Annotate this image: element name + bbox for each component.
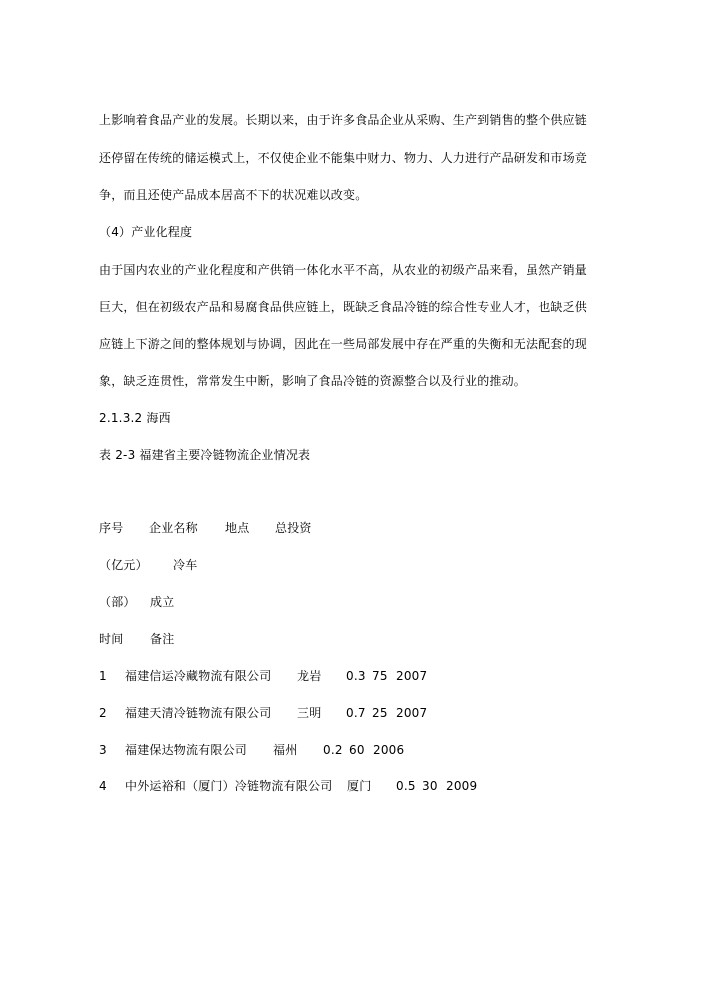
row-trucks: 30 — [422, 779, 438, 793]
table-header-line-2 — [99, 556, 197, 573]
section-4-heading: （4）产业化程度 — [99, 225, 193, 239]
header-trucks: 冷车 — [173, 558, 198, 572]
row-no: 3 — [99, 743, 107, 757]
header-established: 成立 — [150, 595, 175, 609]
row-company: 中外运裕和（厦门）冷链物流有限公司 — [125, 779, 333, 793]
row-investment: 0.3 — [346, 669, 366, 683]
row-trucks: 60 — [349, 743, 365, 757]
row-year: 2006 — [373, 743, 405, 757]
header-company: 企业名称 — [149, 521, 198, 535]
row-no: 4 — [99, 779, 107, 793]
table-row — [99, 777, 477, 794]
row-investment: 0.7 — [346, 706, 366, 720]
table-header-line-3 — [99, 593, 174, 610]
row-company: 福建保达物流有限公司 — [125, 743, 248, 757]
table-header-line-4 — [99, 630, 174, 647]
paragraph-2-line-3: 应链上下游之间的整体规划与协调，因此在一些局部发展中存在严重的失衡和无法配套的现 — [99, 337, 588, 351]
header-remarks: 备注 — [150, 632, 175, 646]
table-row — [99, 667, 427, 684]
row-trucks: 25 — [372, 706, 388, 720]
header-no: 序号 — [99, 521, 124, 535]
table-row — [99, 741, 404, 758]
row-place: 厦门 — [347, 779, 372, 793]
row-place: 三明 — [297, 706, 322, 720]
row-year: 2007 — [396, 706, 428, 720]
header-place: 地点 — [225, 521, 250, 535]
header-truck-unit: （部） — [99, 595, 136, 609]
paragraph-2-line-2: 巨大，但在初级农产品和易腐食品供应链上，既缺乏食品冷链的综合性专业人才，也缺乏供 — [99, 300, 588, 314]
table-header-line-1 — [99, 519, 312, 536]
row-no: 2 — [99, 706, 107, 720]
header-unit: （亿元） — [99, 558, 148, 572]
row-company: 福建天清冷链物流有限公司 — [125, 706, 272, 720]
row-place: 福州 — [273, 743, 298, 757]
paragraph-2-line-4: 象，缺乏连贯性，常常发生中断，影响了食品冷链的资源整合以及行业的推动。 — [99, 374, 527, 388]
row-place: 龙岩 — [297, 669, 322, 683]
header-time: 时间 — [99, 632, 124, 646]
row-year: 2009 — [446, 779, 478, 793]
row-no: 1 — [99, 669, 107, 683]
row-investment: 0.2 — [323, 743, 343, 757]
paragraph-1-line-3: 争，而且还使产品成本居高不下的状况难以改变。 — [99, 188, 368, 202]
subsection-heading: 2.1.3.2 海西 — [99, 411, 171, 425]
table-row — [99, 704, 427, 721]
row-year: 2007 — [396, 669, 428, 683]
header-investment: 总投资 — [275, 521, 312, 535]
row-company: 福建信运冷藏物流有限公司 — [125, 669, 272, 683]
paragraph-1-line-1: 上影响着食品产业的发展。长期以来，由于许多食品企业从采购、生产到销售的整个供应链 — [99, 113, 588, 127]
paragraph-2-line-1: 由于国内农业的产业化程度和产供销一体化水平不高，从农业的初级产品来看，虽然产销量 — [99, 263, 588, 277]
row-trucks: 75 — [372, 669, 388, 683]
row-investment: 0.5 — [396, 779, 416, 793]
table-caption: 表 2-3 福建省主要冷链物流企业情况表 — [99, 448, 311, 462]
paragraph-1-line-2: 还停留在传统的储运模式上，不仅使企业不能集中财力、物力、人力进行产品研发和市场竞 — [99, 151, 588, 165]
